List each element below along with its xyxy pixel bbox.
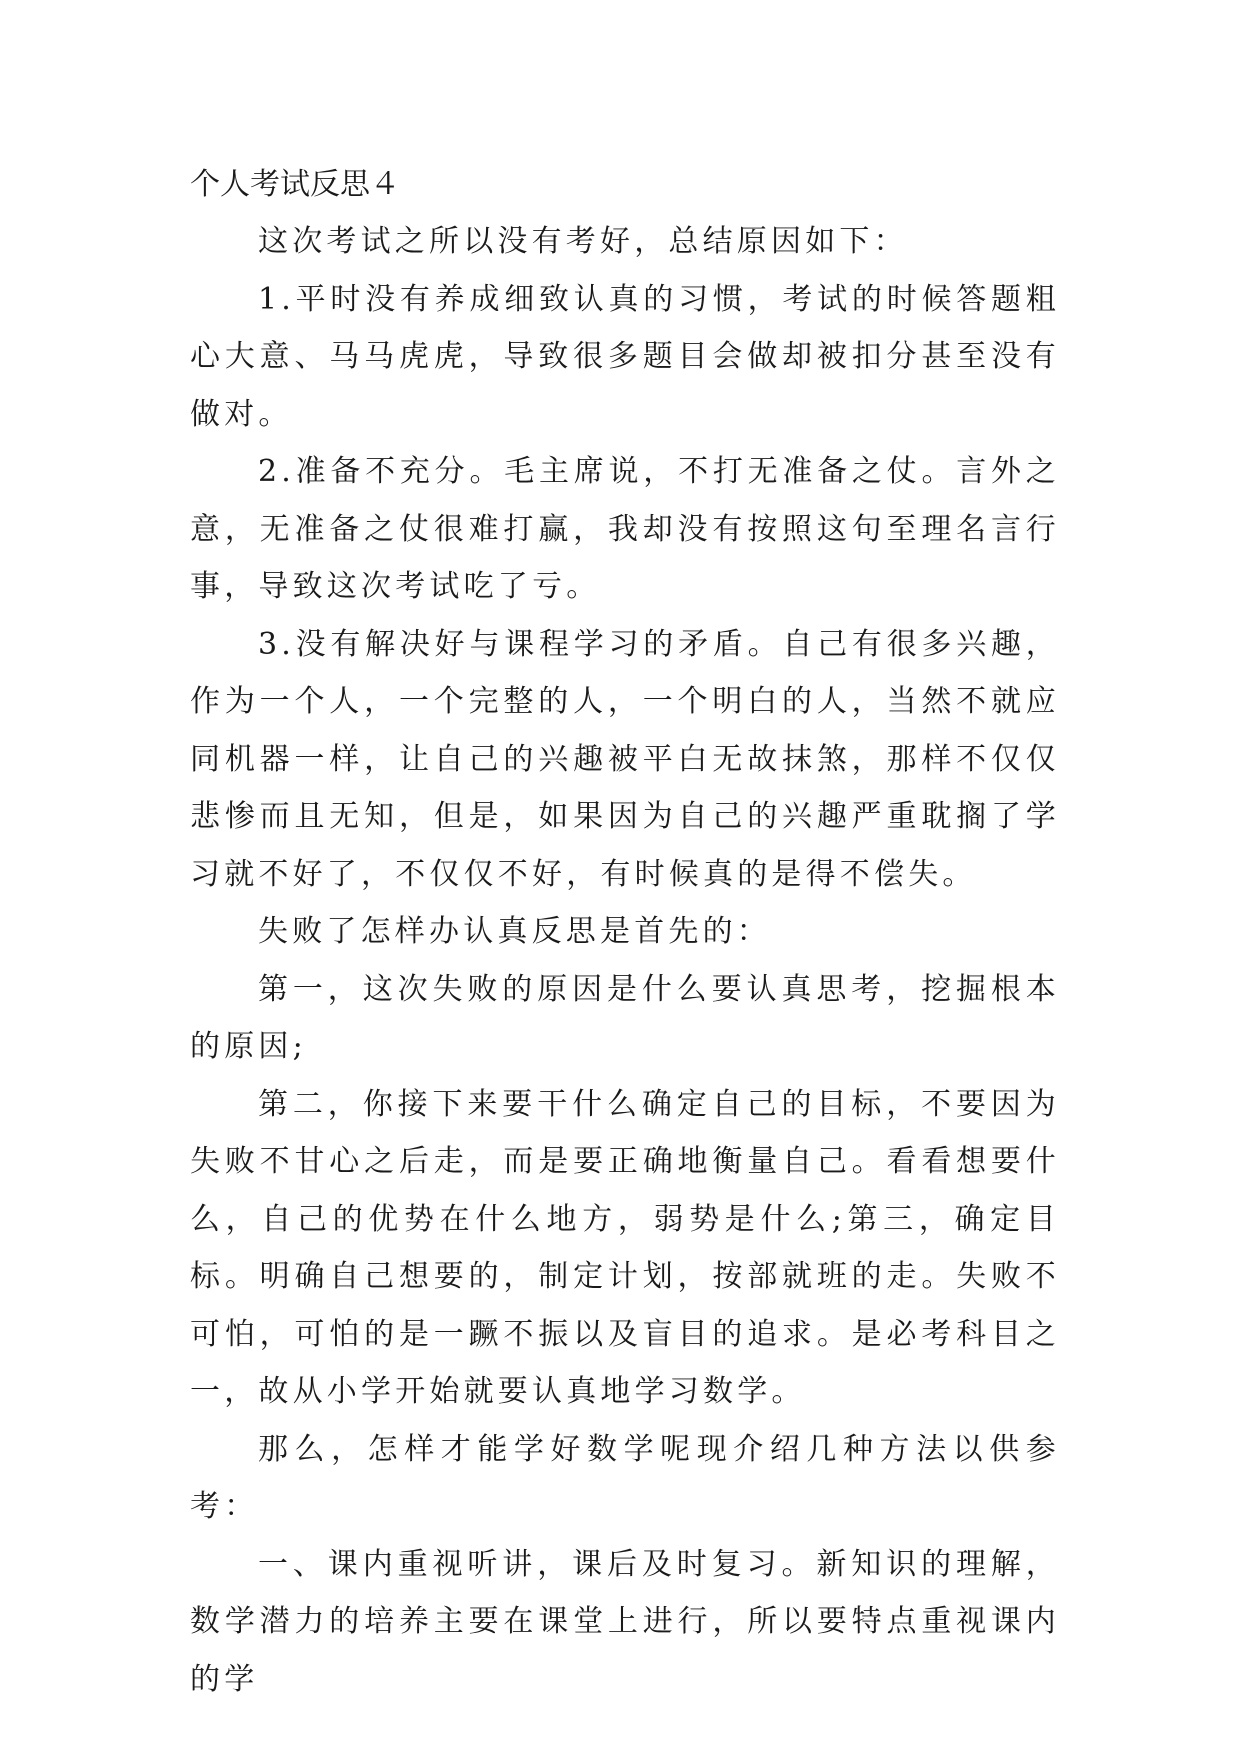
paragraph-reason-2: 2.准备不充分。毛主席说，不打无准备之仗。言外之意，无准备之仗很难打赢，我却没有按照这句至理名言行事，导致这次考试吃了亏。	[190, 454, 1060, 604]
document-body	[190, 156, 1060, 1708]
paragraph-first: 第一，这次失败的原因是什么要认真思考，挖掘根本的原因;	[190, 971, 1060, 1064]
paragraph-reason-3: 3.没有解决好与课程学习的矛盾。自己有很多兴趣，作为一个人，一个完整的人，一个明白的人，当然不就应同机器一样，让自己的兴趣被平白无故抹煞，那样不仅仅悲惨而且无知，但是，如果因为自己的兴趣严重耽搁了学习就不好了，不仅仅不好，有时候真的是得不偿失。	[190, 626, 1060, 892]
paragraph-method-1: 一、课内重视听讲，课后及时复习。新知识的理解，数学潜力的培养主要在课堂上进行，所以要特点重视课内的学	[190, 1546, 1060, 1697]
paragraph-second: 第二，你接下来要干什么确定自己的目标，不要因为失败不甘心之后走，而是要正确地衡量自己。看看想要什么，自己的优势在什么地方，弱势是什么;第三，确定目标。明确自己想要的，制定计划，按部就班的走。失败不可怕，可怕的是一蹶不振以及盲目的追求。是必考科目之一，故从小学开始就要认真地学习数学。	[190, 1086, 1060, 1409]
paragraph-methods-intro: 那么，怎样才能学好数学呢现介绍几种方法以供参考：	[190, 1431, 1060, 1524]
paragraph-reason-1: 1.平时没有养成细致认真的习惯，考试的时候答题粗心大意、马马虎虎，导致很多题目会做却被扣分甚至没有做对。	[190, 281, 1060, 432]
paragraph-reflection: 失败了怎样办认真反思是首先的：	[258, 914, 771, 949]
document-title: 个人考试反思４	[190, 167, 400, 202]
paragraph-intro: 这次考试之所以没有考好，总结原因如下：	[258, 224, 908, 259]
